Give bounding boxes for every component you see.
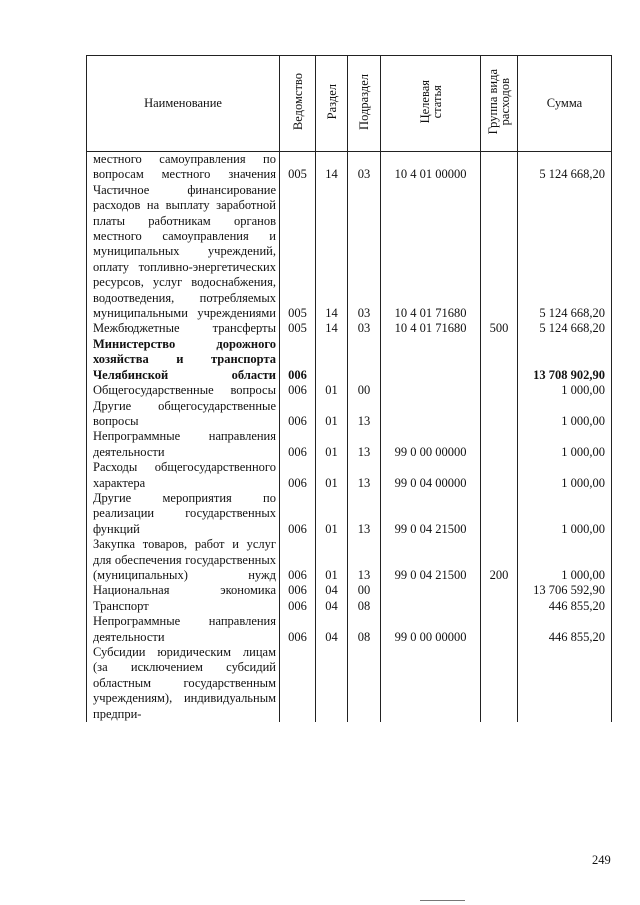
department-cell: 006	[280, 583, 316, 598]
sum-cell: 1 000,00	[518, 537, 612, 583]
name-cell: Субсидии юридическим лицам (за исключением субсидий областным государственным учреждениям), индивидуальным предпри-	[87, 645, 280, 722]
expense-group-cell	[481, 183, 518, 322]
budget-table	[86, 55, 612, 722]
name-cell: Общегосударственные вопросы	[87, 383, 280, 398]
sum-cell: 5 124 668,20	[518, 321, 612, 336]
expense-group-cell	[481, 614, 518, 645]
subsection-cell: 08	[348, 599, 381, 614]
expense-group-cell: 500	[481, 321, 518, 336]
department-cell: 006	[280, 429, 316, 460]
target-article-cell	[381, 645, 481, 722]
target-article-cell	[381, 583, 481, 598]
subsection-cell	[348, 337, 381, 383]
subsection-cell: 00	[348, 583, 381, 598]
subsection-cell: 13	[348, 460, 381, 491]
subsection-cell: 13	[348, 537, 381, 583]
sum-cell	[518, 645, 612, 722]
expense-group-cell	[481, 460, 518, 491]
subsection-cell: 00	[348, 383, 381, 398]
table-row	[87, 599, 612, 614]
department-cell: 006	[280, 599, 316, 614]
department-cell: 006	[280, 337, 316, 383]
name-cell: Другие общегосударственные вопросы	[87, 399, 280, 430]
sum-cell: 1 000,00	[518, 460, 612, 491]
section-cell: 01	[316, 491, 348, 537]
table-body	[87, 152, 612, 723]
department-cell: 005	[280, 321, 316, 336]
section-cell: 01	[316, 460, 348, 491]
table-row	[87, 645, 612, 722]
bottom-rule	[420, 900, 465, 901]
subsection-cell: 03	[348, 321, 381, 336]
table-row	[87, 429, 612, 460]
table-row	[87, 491, 612, 537]
expense-group-cell	[481, 399, 518, 430]
name-cell: Министерство дорожного хозяйства и транспорта Челябинской области	[87, 337, 280, 383]
target-article-cell	[381, 337, 481, 383]
section-cell: 01	[316, 429, 348, 460]
sum-cell: 13 708 902,90	[518, 337, 612, 383]
section-cell: 04	[316, 614, 348, 645]
table-row	[87, 460, 612, 491]
subsection-cell: 03	[348, 152, 381, 183]
department-cell: 006	[280, 491, 316, 537]
section-cell: 01	[316, 399, 348, 430]
name-cell: Непрограммные направления деятельности	[87, 429, 280, 460]
expense-group-cell	[481, 583, 518, 598]
sum-cell: 5 124 668,20	[518, 152, 612, 183]
section-cell: 14	[316, 152, 348, 183]
table-row	[87, 614, 612, 645]
name-cell: Частичное финансирование расходов на выплату заработной платы работникам органов местного самоуправления и муниципальных учреждений, оплату топливно-энергетических ресурсов, услуг водоснабжения, водоотведения, потребляемых муниципальными учреждениями	[87, 183, 280, 322]
department-cell: 006	[280, 537, 316, 583]
section-cell: 04	[316, 583, 348, 598]
table-row	[87, 383, 612, 398]
section-cell	[316, 337, 348, 383]
header-section: Раздел	[316, 56, 348, 152]
name-cell: местного самоуправления по вопросам местного значения	[87, 152, 280, 183]
target-article-cell: 99 0 04 00000	[381, 460, 481, 491]
subsection-cell: 13	[348, 399, 381, 430]
header-expense-group: Группа вида расходов	[481, 56, 518, 152]
sum-cell: 446 855,20	[518, 614, 612, 645]
target-article-cell	[381, 399, 481, 430]
subsection-cell: 03	[348, 183, 381, 322]
section-cell: 04	[316, 599, 348, 614]
sum-cell: 446 855,20	[518, 599, 612, 614]
page-number: 249	[592, 853, 611, 867]
header-subsection: Подраздел	[348, 56, 381, 152]
sum-cell: 13 706 592,90	[518, 583, 612, 598]
section-cell	[316, 645, 348, 722]
section-cell: 14	[316, 321, 348, 336]
subsection-cell: 08	[348, 614, 381, 645]
table-row	[87, 183, 612, 322]
department-cell: 006	[280, 614, 316, 645]
section-cell: 01	[316, 383, 348, 398]
target-article-cell	[381, 383, 481, 398]
expense-group-cell	[481, 383, 518, 398]
sum-cell: 1 000,00	[518, 399, 612, 430]
target-article-cell: 10 4 01 71680	[381, 321, 481, 336]
subsection-cell	[348, 645, 381, 722]
target-article-cell: 99 0 00 00000	[381, 614, 481, 645]
table-header-row	[87, 56, 612, 152]
sum-cell: 5 124 668,20	[518, 183, 612, 322]
header-department: Ведомство	[280, 56, 316, 152]
department-cell: 006	[280, 460, 316, 491]
table-row	[87, 399, 612, 430]
header-sum: Сумма	[518, 56, 612, 152]
table-row	[87, 152, 612, 183]
target-article-cell	[381, 599, 481, 614]
department-cell: 005	[280, 183, 316, 322]
expense-group-cell	[481, 599, 518, 614]
department-cell	[280, 645, 316, 722]
name-cell: Межбюджетные трансферты	[87, 321, 280, 336]
target-article-cell: 10 4 01 00000	[381, 152, 481, 183]
name-cell: Непрограммные направления деятельности	[87, 614, 280, 645]
target-article-cell: 10 4 01 71680	[381, 183, 481, 322]
name-cell: Национальная экономика	[87, 583, 280, 598]
header-name: Наименование	[87, 56, 280, 152]
name-cell: Транспорт	[87, 599, 280, 614]
table-row	[87, 337, 612, 383]
table-row	[87, 537, 612, 583]
name-cell: Закупка товаров, работ и услуг для обеспечения государственных (муниципальных) нужд	[87, 537, 280, 583]
expense-group-cell	[481, 645, 518, 722]
target-article-cell: 99 0 04 21500	[381, 491, 481, 537]
department-cell: 005	[280, 152, 316, 183]
subsection-cell: 13	[348, 429, 381, 460]
expense-group-cell	[481, 491, 518, 537]
department-cell: 006	[280, 399, 316, 430]
section-cell: 14	[316, 183, 348, 322]
table-row	[87, 321, 612, 336]
header-target-article: Целевая статья	[381, 56, 481, 152]
department-cell: 006	[280, 383, 316, 398]
section-cell: 01	[316, 537, 348, 583]
subsection-cell: 13	[348, 491, 381, 537]
name-cell: Другие мероприятия по реализации государственных функций	[87, 491, 280, 537]
expense-group-cell: 200	[481, 537, 518, 583]
target-article-cell: 99 0 00 00000	[381, 429, 481, 460]
expense-group-cell	[481, 429, 518, 460]
sum-cell: 1 000,00	[518, 429, 612, 460]
table-row	[87, 583, 612, 598]
sum-cell: 1 000,00	[518, 383, 612, 398]
sum-cell: 1 000,00	[518, 491, 612, 537]
name-cell: Расходы общегосударственного характера	[87, 460, 280, 491]
expense-group-cell	[481, 337, 518, 383]
expense-group-cell	[481, 152, 518, 183]
target-article-cell: 99 0 04 21500	[381, 537, 481, 583]
